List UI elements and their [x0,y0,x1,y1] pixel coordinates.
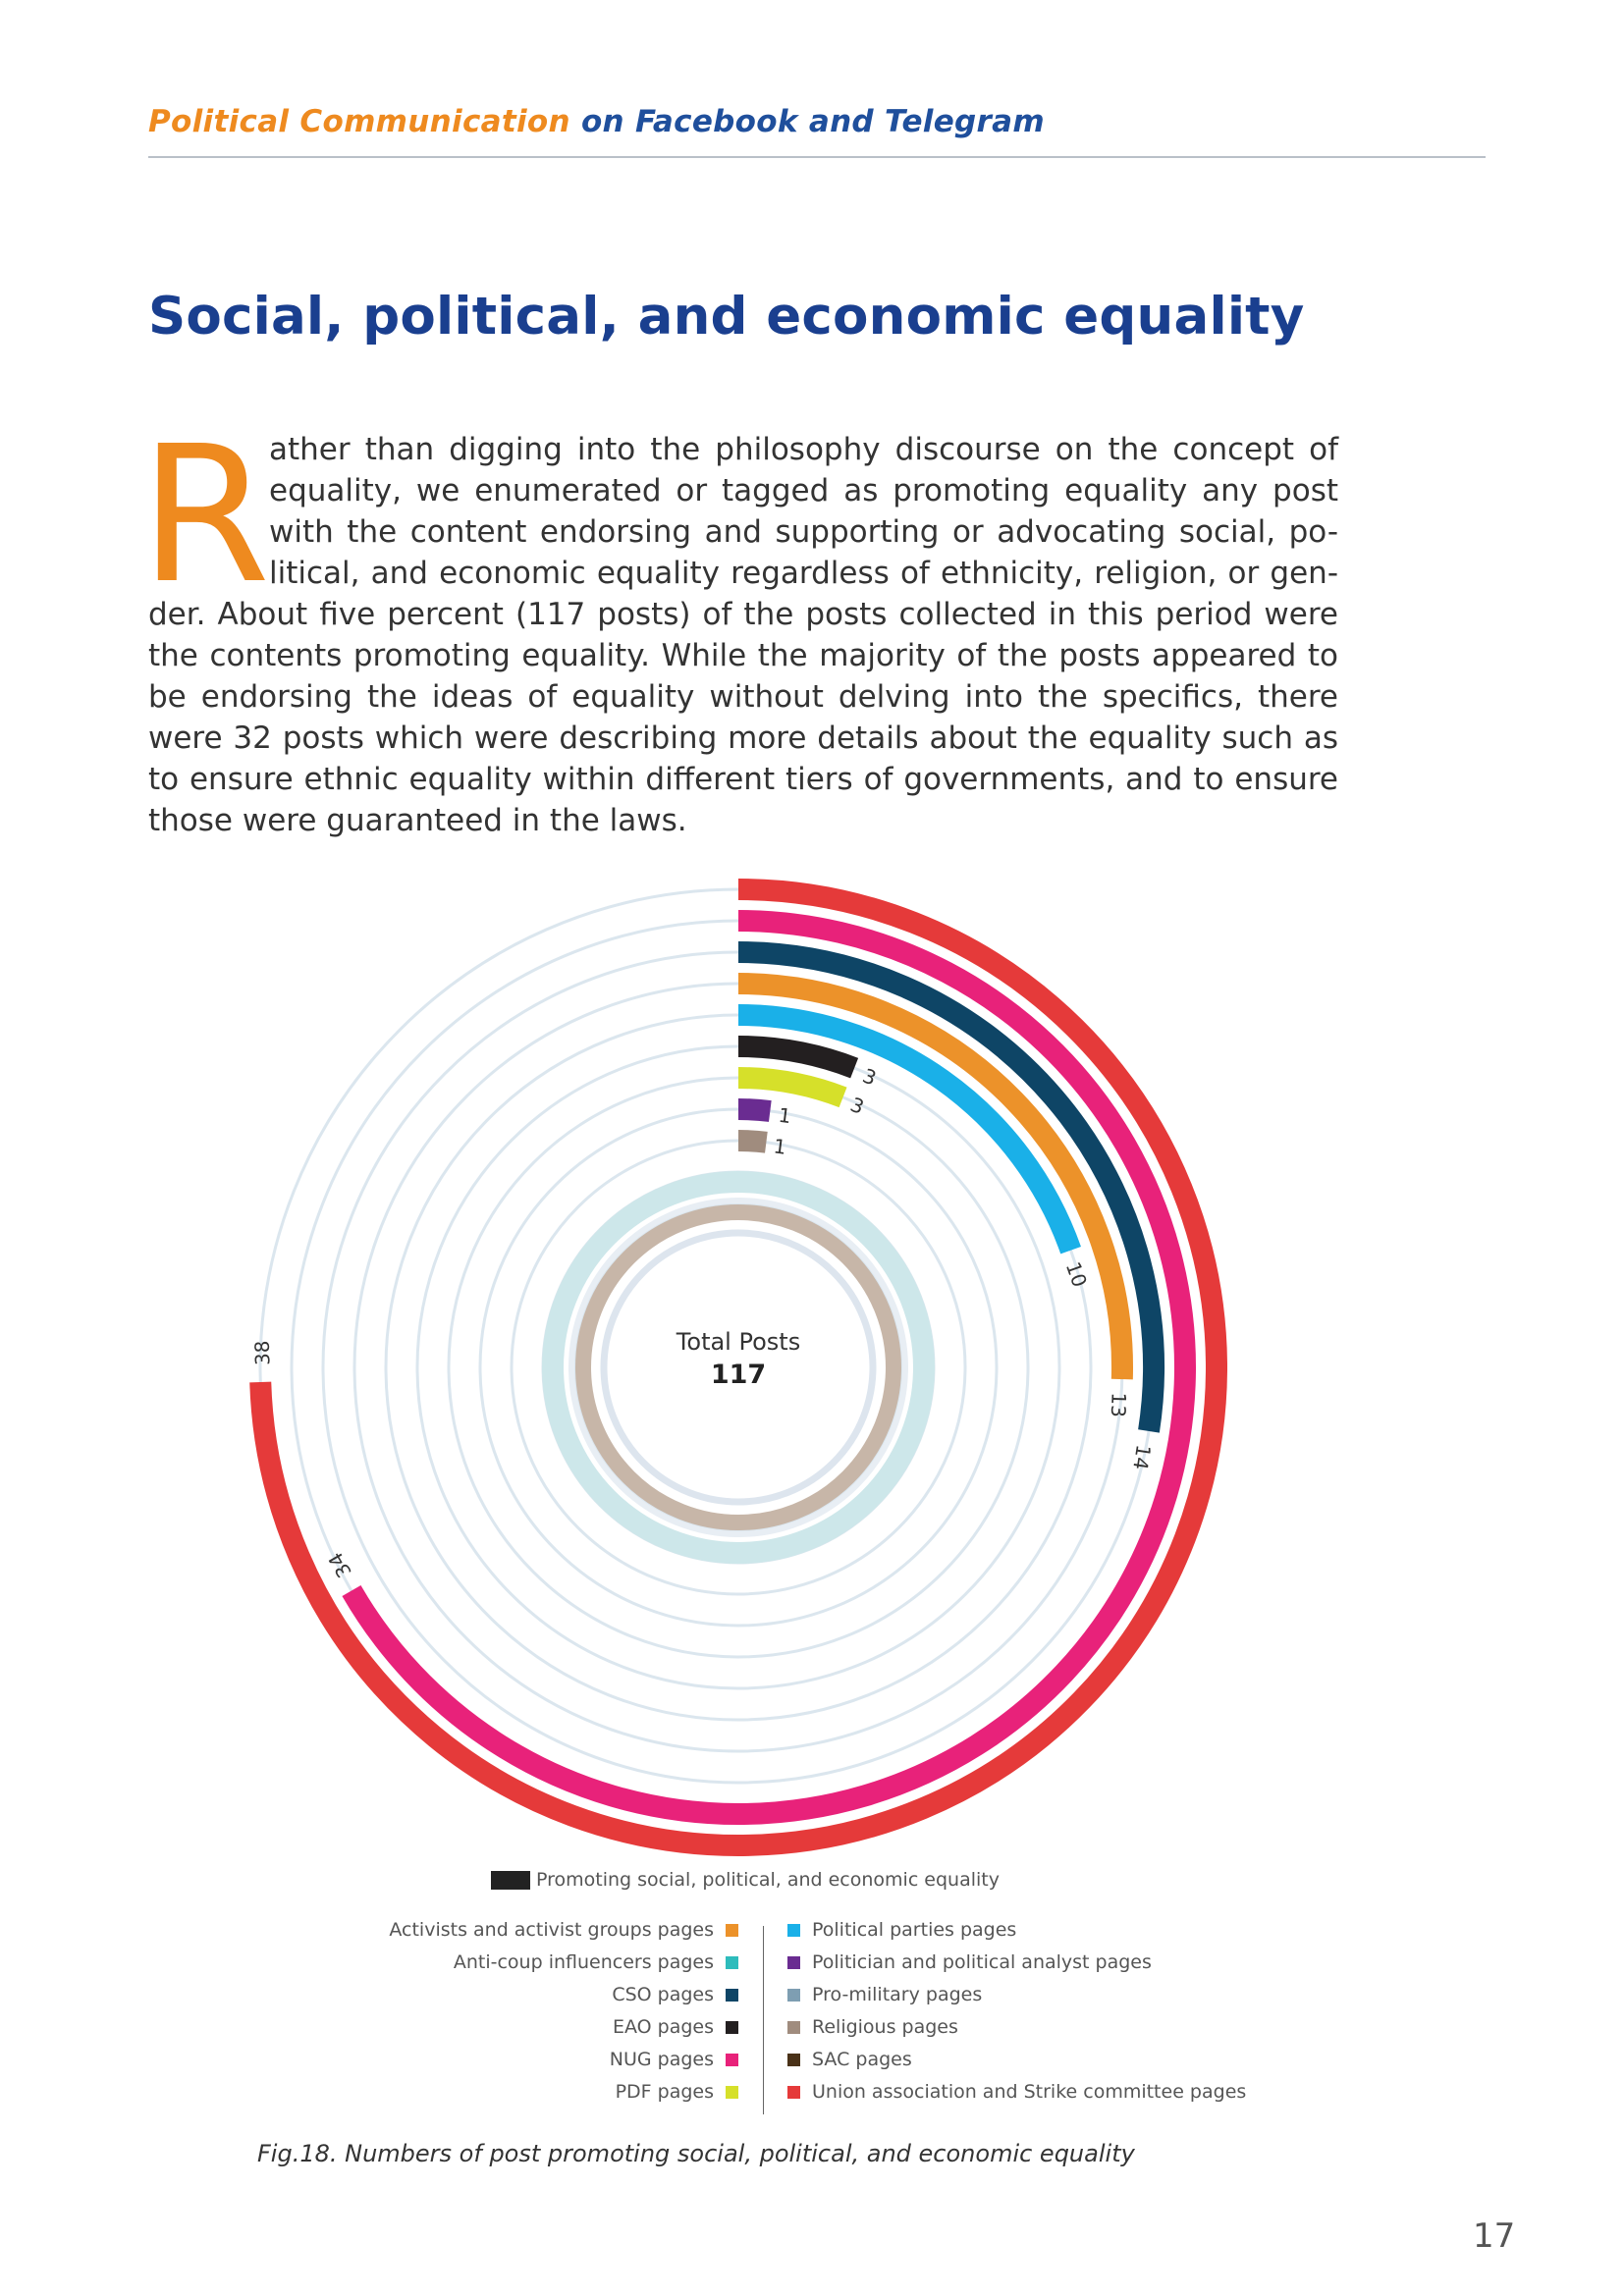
body-line: ather than digging into the philosophy discourse on the concept of [269,432,1338,467]
bar-value-label: 38 [249,1340,275,1366]
legend-swatch [787,2054,800,2066]
body-line: to ensure ethnic equality within different tiers of governments, and to ensure [148,762,1338,797]
bar-value-label: 1 [772,1134,788,1159]
body-line: with the content endorsing and supporting or advocating social, po- [269,514,1338,550]
body-line: those were guaranteed in the laws. [148,803,687,838]
body-line: equality, we enumerated or tagged as promoting equality any post [269,473,1338,508]
header-title-part1: Political Communication [148,104,570,139]
metric-label: Promoting social, political, and economic equality [536,1869,1000,1891]
legend-swatch [726,1924,738,1937]
legend-label: Political parties pages [812,1919,1017,1941]
legend-metric [491,1869,1000,1891]
legend-swatch [787,1924,800,1937]
legend-label: Union association and Strike committee pages [812,2081,1247,2103]
legend-label: Anti-coup influencers pages [453,1951,714,1973]
body-line: be endorsing the ideas of equality without delving into the specifics, there [148,679,1338,715]
metric-swatch [491,1871,530,1890]
legend-swatch [787,1956,800,1969]
legend-swatch [787,1989,800,2002]
legend-swatch [787,2086,800,2099]
legend-item [389,1919,738,1941]
legend-label: Pro-military pages [812,1984,983,2005]
legend-label: EAO pages [612,2016,714,2038]
bar-value-label: 1 [777,1102,793,1129]
radial-bar [738,1141,766,1143]
radial-bar [738,1046,854,1068]
legend-swatch [787,2021,800,2034]
legend-swatch [726,2021,738,2034]
legend-label: CSO pages [612,1984,714,2005]
legend-label: PDF pages [615,2081,714,2103]
legend-item [616,2081,738,2103]
bar-value-label: 34 [323,1548,356,1582]
legend-item [613,2016,738,2038]
legend-item [454,1951,738,1973]
radial-bar [738,1109,770,1111]
legend-swatch [726,2086,738,2099]
legend-item [787,1984,982,2005]
legend-label: SAC pages [812,2049,912,2070]
bar-value-label: 3 [846,1092,868,1119]
legend-label: NUG pages [609,2049,714,2070]
header-title-part2: on Facebook and Telegram [580,104,1045,139]
body-line: were 32 posts which were describing more details about the equality such as [148,721,1338,756]
bar-value-label: 13 [1106,1392,1131,1418]
legend-label: Activists and activist groups pages [389,1919,714,1941]
legend-left [295,1919,738,2115]
legend-swatch [726,1956,738,1969]
legend-item [612,1984,738,2005]
figure-caption: Fig.18. Numbers of post promoting social, political, and economic equality [257,2140,1135,2167]
body-line: litical, and economic equality regardless of ethnicity, religion, or gen- [269,556,1338,591]
legend-item [787,1919,1016,1941]
legend-swatch [726,1989,738,2002]
radial-bar [738,1078,843,1097]
center-total: 117 [710,1360,767,1390]
legend-item [787,1951,1152,1973]
center-label: Total Posts [676,1328,801,1356]
legend-right [787,1919,1337,2115]
legend-item [787,2081,1246,2103]
body-line: the contents promoting equality. While the majority of the posts appeared to [148,638,1338,673]
legend-divider [763,1926,764,2114]
legend-label: Religious pages [812,2016,958,2038]
bar-value-label: 10 [1060,1258,1092,1291]
legend-item [610,2049,738,2070]
section-title: Social, political, and economic equality [148,287,1305,347]
bar-value-label: 14 [1128,1443,1156,1471]
body-line: der. About five percent (117 posts) of the posts collected in this period were [148,597,1338,632]
legend-label: Politician and political analyst pages [812,1951,1152,1973]
bar-value-label: 3 [859,1063,880,1091]
page-number: 17 [1473,2216,1516,2256]
legend-item [787,2049,912,2070]
legend-item [787,2016,958,2038]
legend-swatch [726,2054,738,2066]
drop-cap: R [139,406,271,625]
